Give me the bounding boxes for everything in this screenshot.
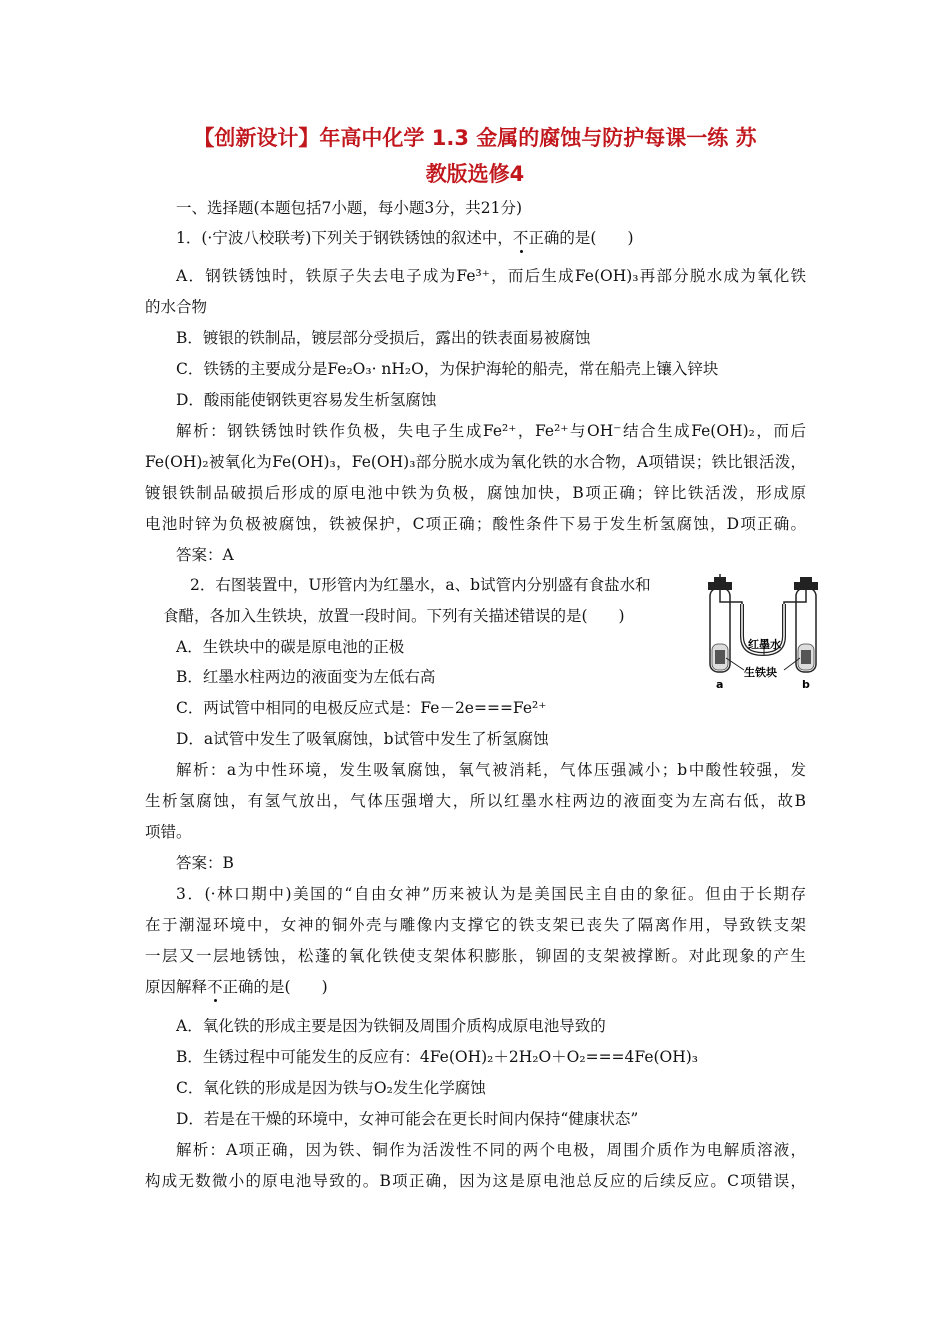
q2-answer: 答案：B — [176, 854, 234, 872]
figure-label-b: b — [802, 678, 810, 691]
q2-analysis-line3: 项错。 — [145, 823, 192, 841]
q1-option-a: A．钢铁锈蚀时，铁原子失去电子成为Fe³⁺，而后生成Fe(OH)₃再部分脱水成为氧化铁 — [176, 267, 806, 285]
q2-option-b: B．红墨水柱两边的液面变为左低右高 — [176, 668, 436, 686]
q1-option-d: D．酸雨能使钢铁更容易发生析氢腐蚀 — [176, 391, 437, 409]
q1-answer: 答案：A — [176, 546, 234, 564]
q3-option-b: B．生锈过程中可能发生的反应有：4Fe(OH)₂＋2H₂O＋O₂===4Fe(OH)₃ — [176, 1048, 699, 1066]
q1-stem: 1．(·宁波八校联考)下列关于钢铁锈蚀的叙述中，不正确的是( ) — [176, 229, 634, 247]
q3-option-c: C．氧化铁的形成是因为铁与O₂发生化学腐蚀 — [176, 1079, 486, 1097]
q1-analysis-line3: 镀银铁制品破损后形成的原电池中铁为负极，腐蚀加快，B项正确；锌比铁活泼，形成原 — [145, 484, 806, 502]
q1-option-c: C．铁锈的主要成分是Fe₂O₃· nH₂O，为保护海轮的船壳，常在船壳上镶入锌块 — [176, 360, 719, 378]
q2-option-d: D．a试管中发生了吸氧腐蚀，b试管中发生了析氢腐蚀 — [176, 730, 549, 748]
emphasis-dot: 不 — [207, 978, 223, 996]
q1-option-a-cont: 的水合物 — [145, 298, 208, 316]
q3-option-d: D．若是在干燥的环境中，女神可能会在更长时间内保持“健康状态” — [176, 1110, 639, 1128]
q3-analysis-line2: 构成无数微小的原电池导致的。B项正确，因为这是原电池总反应的后续反应。C项错误， — [145, 1172, 806, 1190]
q2-analysis-line1: 解析：a为中性环境，发生吸氧腐蚀，氧气被消耗，气体压强减小；b中酸性较强，发 — [176, 761, 806, 779]
q3-option-a: A．氧化铁的形成主要是因为铁铜及周围介质构成原电池导致的 — [176, 1017, 606, 1035]
q2-stem-line2: 食醋，各加入生铁块，放置一段时间。下列有关描述错误的是( ) — [163, 607, 625, 625]
q3-analysis-line1: 解析：A项正确，因为铁、铜作为活泼性不同的两个电极，周围介质作为电解质溶液， — [176, 1141, 806, 1159]
q2-analysis-line2: 生析氢腐蚀，有氢气放出，气体压强增大，所以红墨水柱两边的液面变为左高右低，故B — [145, 792, 806, 810]
q2-stem-line1: 2．右图装置中，U形管内为红墨水，a、b试管内分别盛有食盐水和 — [190, 576, 651, 594]
q3-stem-line4: 原因解释不正确的是( ) — [145, 978, 328, 996]
emphasis-dot: 不 — [512, 229, 529, 247]
q2-option-c: C．两试管中相同的电极反应式是：Fe－2e===Fe²⁺ — [176, 699, 547, 717]
q1-analysis-line2: Fe(OH)₂被氧化为Fe(OH)₃，Fe(OH)₃部分脱水成为氧化铁的水合物，A项错误；铁比银活泼， — [145, 453, 806, 471]
q1-option-b: B．镀银的铁制品，镀层部分受损后，露出的铁表面易被腐蚀 — [176, 329, 591, 347]
document-title-line1: 【创新设计】年高中化学 1.3 金属的腐蚀与防护每课一练 苏 — [193, 126, 757, 150]
section-heading: 一、选择题(本题包括7小题，每小题3分，共21分) — [176, 199, 523, 217]
figure-label-iron-block: 生铁块 — [744, 666, 777, 679]
q3-stem-line1: 3．(·林口期中)美国的“自由女神”历来被认为是美国民主自由的象征。但由于长期存 — [176, 885, 806, 903]
document-title-line2: 教版选修4 — [425, 162, 525, 186]
q3-stem-line3: 一层又一层地锈蚀，松蓬的氧化铁使支架体积膨胀，铆固的支架被撑断。对此现象的产生 — [145, 947, 806, 965]
q3-stem-line2: 在于潮湿环境中，女神的铜外壳与雕像内支撑它的铁支架已丧失了隔离作用，导致铁支架 — [145, 916, 806, 934]
figure-label-red-ink: 红墨水 — [748, 638, 781, 651]
u-tube-apparatus-figure — [704, 574, 824, 692]
q1-analysis-line1: 解析：钢铁锈蚀时铁作负极，失电子生成Fe²⁺，Fe²⁺与OH⁻结合生成Fe(OH)₂，而后 — [176, 422, 806, 440]
q2-option-a: A．生铁块中的碳是原电池的正极 — [176, 638, 405, 656]
q1-analysis-line4: 电池时锌为负极被腐蚀，铁被保护，C项正确；酸性条件下易于发生析氢腐蚀，D项正确。 — [145, 515, 806, 533]
figure-label-a: a — [716, 678, 724, 691]
